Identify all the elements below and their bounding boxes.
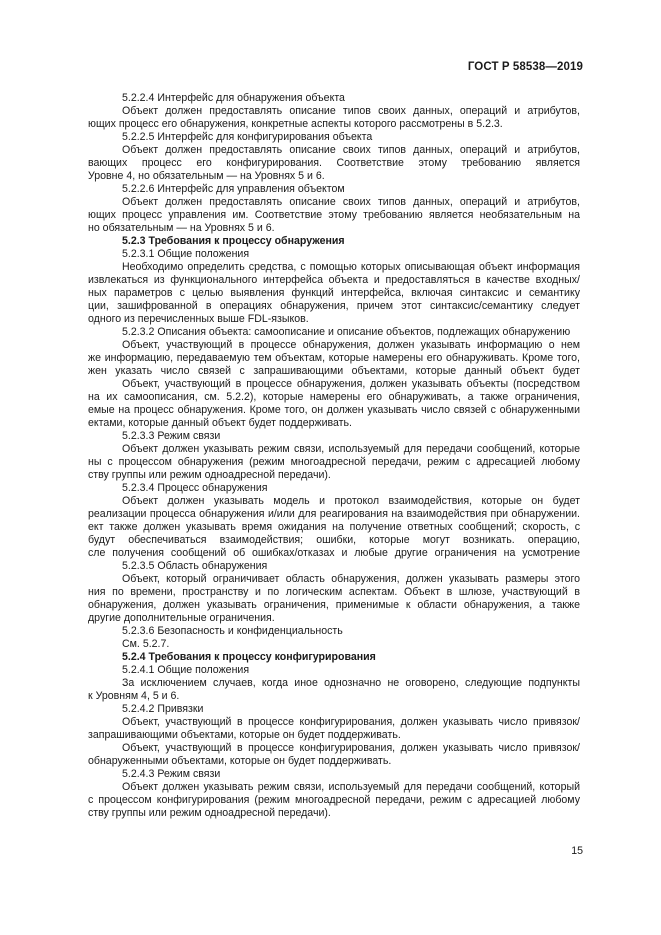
text-line: будут обеспечиваться взаимодействия; ошибки, которые могут возникать. операцию, (88, 534, 580, 546)
text-line: одного из перечисленных выше FDL-языков. (88, 313, 309, 325)
text-line: ных параметров с целью выявления функций интерфейса, включая синтаксис и семантику (88, 287, 580, 299)
text-line: обнаружения, должен указывать ограничения, применимые к области обнаружения, а также (88, 599, 580, 611)
text-line: же информацию, передаваемую тем объектам, которые намерены его обнаруживать. Кроме того, (88, 352, 580, 364)
page-number: 15 (571, 845, 583, 857)
text-line: За исключением случаев, когда иное однозначно не оговорено, следующие подпункты (122, 677, 580, 689)
text-line: 5.2.3.1 Общие положения (122, 248, 250, 260)
text-line: реализации процесса обнаружения и/или для реагирования на взаимодействия при обнаружении. (88, 508, 580, 520)
text-line: Объект должен указывать режим связи, используемый для передачи сообщений, которые (122, 443, 580, 455)
text-line: другие дополнительные ограничения. (88, 612, 275, 624)
text-line: обнаруженными объектами, которые он будет поддерживать. (88, 755, 392, 767)
text-line: Объект должен предоставлять описание своих типов данных, операций и атрибутов, (122, 196, 580, 208)
text-line: Объект, участвующий в процессе конфигурирования, должен указывать число привязок/ (122, 716, 580, 728)
text-line: 5.2.4.1 Общие положения (122, 664, 250, 676)
text-line: Уровне 4, но обязательным — на Уровнях 5 и 6. (88, 170, 325, 182)
text-line: 5.2.2.6 Интерфейс для управления объектом (122, 183, 345, 195)
text-line: ния по времени, пространству и по логическим аспектам. Объект в шлюзе, участвующий в (88, 586, 580, 598)
text-line: жен указать число связей с запрашивающими объектами, которые данный объект будет (88, 365, 580, 377)
text-line: См. 5.2.7. (122, 638, 170, 650)
text-line: ющих процесс его обнаружения, конкретные аспекты которого рассмотрены в 5.2.3. (88, 118, 503, 130)
text-line: Объект, участвующий в процессе обнаружения, должен указывать объекты (посредством (122, 378, 580, 390)
text-line: Объект должен указывать модель и протокол взаимодействия, которые он будет (122, 495, 580, 507)
text-line: 5.2.3.2 Описания объекта: самоописание и описание объектов, подлежащих обнаружению (122, 326, 571, 338)
text-line: 5.2.3.4 Процесс обнаружения (122, 482, 268, 494)
text-line: но обязательным — на Уровнях 5 и 6. (88, 222, 275, 234)
document-standard-id: ГОСТ Р 58538—2019 (467, 61, 583, 73)
text-line: на их самоописания, см. 5.2.2), которые намерены его обнаруживать, а также ограничения, (88, 391, 580, 403)
text-line: ции, зашифрованной в операциях обнаружения, причем этот синтаксис/семантику следует (88, 300, 580, 312)
text-line: ству группы или режим одноадресной передачи). (88, 469, 331, 481)
text-line: Объект должен указывать режим связи, используемый для передачи сообщений, который (122, 781, 580, 793)
text-line: Объект, который ограничивает область обнаружения, должен указывать размеры этого (122, 573, 580, 585)
text-line: 5.2.3.5 Область обнаружения (122, 560, 268, 572)
text-line: Объект должен предоставлять описание своих типов данных, операций и атрибутов, (122, 144, 580, 156)
text-line: ектами, которые данный объект будет поддерживать. (88, 417, 352, 429)
text-line: вающих процесс его конфигурирования. Соответствие этому требованию является (88, 157, 580, 169)
text-line: Объект, участвующий в процессе конфигурирования, должен указывать число привязок/ (122, 742, 580, 754)
text-line: к Уровням 4, 5 и 6. (88, 690, 180, 702)
text-line: ект также должен указывать время ожидания на получение ответных сообщений; скорость, с (88, 521, 580, 533)
text-line: ны с процессом обнаружения (режим многоадресной передачи, режим с адресацией любому (88, 456, 580, 468)
text-line: извлекаться из функционального интерфейса объекта и предоставляться в качестве входных/ (88, 274, 580, 286)
text-line: 5.2.2.4 Интерфейс для обнаружения объекта (122, 92, 345, 104)
text-line: сле получения сообщений об ошибках/отказах и любые другие ограничения на усмотрение (88, 547, 580, 559)
text-line: Необходимо определить средства, с помощью которых описывающая объект информация (122, 261, 580, 273)
text-line: запрашивающими объектами, которые он будет поддерживать. (88, 729, 401, 741)
text-line: ству группы или режим одноадресной передачи). (88, 807, 331, 819)
text-line: ющих процесс управления им. Соответствие этому требованию является необязательным на (88, 209, 580, 221)
section-heading-line: 5.2.4 Требования к процессу конфигурирования (122, 651, 376, 663)
text-line: 5.2.3.6 Безопасность и конфиденциальность (122, 625, 343, 637)
text-line: с процессом конфигурирования (режим многоадресной передачи, режим с адресацией любому (88, 794, 580, 806)
text-line: 5.2.4.3 Режим связи (122, 768, 221, 780)
text-line: емые на процесс обнаружения. Кроме того, он должен указывать число связей с обнаруженными (88, 404, 580, 416)
text-line: 5.2.3.3 Режим связи (122, 430, 221, 442)
section-heading-line: 5.2.3 Требования к процессу обнаружения (122, 235, 345, 247)
text-line: 5.2.4.2 Привязки (122, 703, 204, 715)
document-body (88, 92, 580, 820)
text-line: Объект должен предоставлять описание типов своих данных, операций и атрибутов, (122, 105, 580, 117)
text-line: Объект, участвующий в процессе обнаружения, должен указывать информацию о нем (122, 339, 580, 351)
text-line: 5.2.2.5 Интерфейс для конфигурирования объекта (122, 131, 373, 143)
